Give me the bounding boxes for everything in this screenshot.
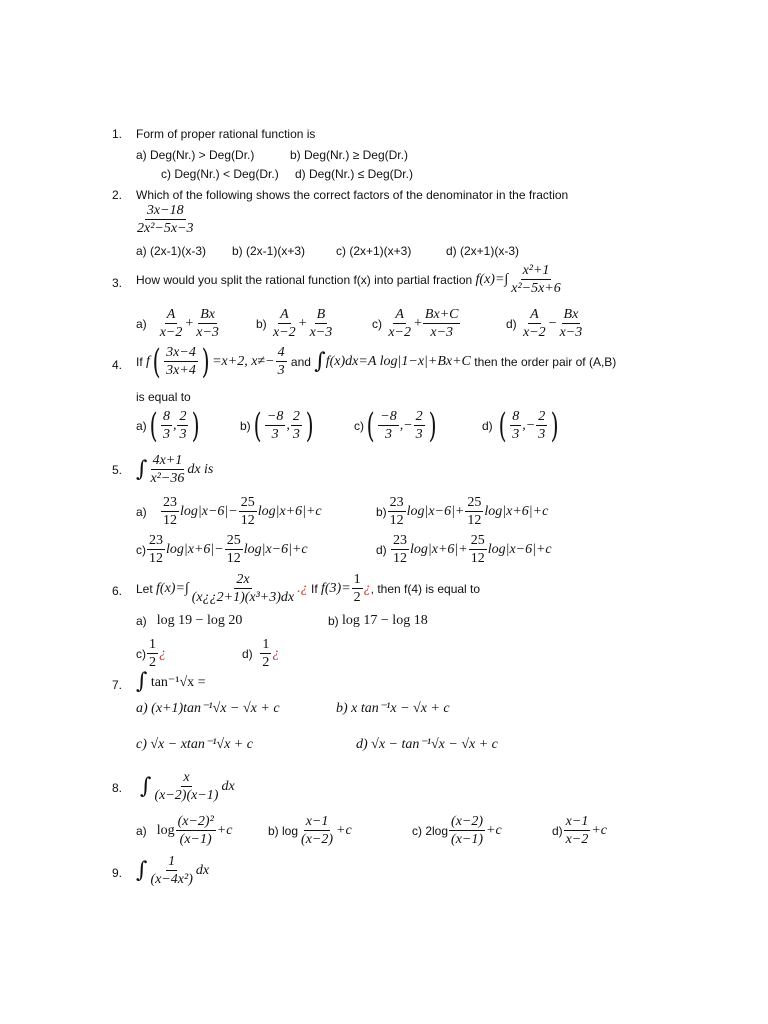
q3-option-a: a) $\frac{A}{x-2}$ + $\frac{Bx}{x-3}$ [136, 307, 219, 340]
q3-option-d: d) $\frac{A}{x-2}$ − $\frac{Bx}{x-3}$ [506, 307, 583, 340]
q5-option-b: b) $\frac{23}{12}$ log|x−6|+ $\frac{25}{12}$ log|x+6|+c [376, 495, 549, 528]
q2-text: Which of the following shows the correct factors of the denominator in the fraction [136, 188, 569, 202]
q7-number: 7. [112, 678, 123, 692]
q4-option-b: b) ( $\frac{-8}{3}$ , $\frac{2}{3}$ ) [240, 405, 314, 446]
q6-option-c: c) $\frac{1}{2}$ ¿ [136, 637, 166, 670]
q1-text: Form of proper rational function is [136, 127, 316, 141]
q5-question: ∫ $\frac{4x+1}{\text{x²−36}}$ dx is [136, 453, 214, 486]
q6-option-a: a) log 19 − log 20 [136, 613, 243, 628]
q1-option-a: a) Deg(Nr.) > Deg(Dr.) [136, 148, 255, 162]
q7-option-a: a) (x+1)tan⁻¹√x − √x + c [136, 701, 280, 716]
q1-number: 1. [112, 127, 123, 141]
q3-question: How would you split the rational function f(x) into partial fraction f(x)=∫ $\frac{\text{x²+1}}{\text{x²−5x+6}}$ [136, 263, 561, 296]
q7-option-b: b) x tan⁻¹x − √x + c [336, 701, 450, 716]
q5-option-c: c) $\frac{23}{12}$ log|x+6|− $\frac{25}{12}$ log|x−6|+c [136, 533, 308, 566]
q8-number: 8. [112, 781, 123, 795]
q5-number: 5. [112, 463, 123, 477]
q1-option-c: c) Deg(Nr.) < Deg(Dr.) [161, 167, 279, 181]
q7-option-d: d) √x − tan⁻¹√x − √x + c [356, 737, 498, 752]
q8-option-c: c) 2log $\frac{(x-2)}{(x-1)}$ +c [412, 814, 502, 847]
q3-option-b: b) $\frac{A}{x-2}$ + $\frac{B}{x-3}$ [256, 307, 333, 340]
q5-option-d: d) $\frac{23}{12}$ log|x+6|+ $\frac{25}{12}$ log|x−6|+c [376, 533, 552, 566]
q1-option-d: d) Deg(Nr.) ≤ Deg(Dr.) [295, 167, 413, 181]
q6-option-d: d) $\frac{1}{2}$ ¿ [242, 637, 280, 670]
q7-question: ∫ tan⁻¹√x = [136, 669, 206, 694]
q4-line2: is equal to [136, 390, 191, 404]
q4-option-d: d) ( $\frac{8}{3}$ ,− $\frac{2}{3}$ ) [482, 405, 559, 446]
q4-option-a: a) ( $\frac{8}{3}$ , $\frac{2}{3}$ ) [136, 405, 201, 446]
q3-number: 3. [112, 276, 123, 290]
q8-option-b: b) log $\frac{x-1}{(x-2)}$ +c [268, 814, 352, 847]
q8-option-d: d) $\frac{x-1}{x-2}$ +c [552, 814, 608, 847]
q8-option-a: a) log $\frac{\text{(x−2)²}}{(x-1)}$ +c [136, 814, 233, 847]
q9-number: 9. [112, 866, 123, 880]
q2-option-c: c) (2x+1)(x+3) [336, 244, 412, 258]
q8-question: ∫ $\frac{x}{(x-2)(x-1)}$ dx [140, 770, 235, 803]
q2-option-b: b) (2x-1)(x+3) [232, 244, 306, 258]
q1-option-b: b) Deg(Nr.) ≥ Deg(Dr.) [290, 148, 408, 162]
q6-option-b: b) log 17 − log 18 [328, 613, 428, 628]
q2-fraction: $\frac{3x-18}{\text{2x²−5x−3}}$ [137, 203, 194, 236]
q6-number: 6. [112, 584, 123, 598]
q2-option-a: a) (2x-1)(x-3) [136, 244, 207, 258]
q4-number: 4. [112, 358, 123, 372]
q2-option-d: d) (2x+1)(x-3) [446, 244, 520, 258]
q4-option-c: c) ( $\frac{-8}{3}$ ,− $\frac{2}{3}$ ) [354, 405, 437, 446]
q5-option-a: a) $\frac{23}{12}$ log|x−6|− $\frac{25}{12}$ log|x+6|+c [136, 495, 322, 528]
q6-question: Let f(x)=∫ $\frac{2x}{\text{(x¿¿2+1)(x³+3)dx}}$ .¿ If f(3)= $\frac{1}{2}$ ¿ , then f(4) is equal to [136, 572, 481, 605]
q3-option-c: c) $\frac{A}{x-2}$ + $\frac{Bx+C}{x-3}$ [372, 307, 459, 340]
q7-option-c: c) √x − xtan⁻¹√x + c [136, 737, 253, 752]
q9-question: ∫ $\frac{1}{\text{(x−4x²)}}$ dx [136, 854, 210, 887]
q4-question: If f ( $\frac{3x-4}{3x+4}$ ) =x+2, x≠− $\frac{4}{3}$ and ∫ f(x)dx=A log|1−x|+Bx+C then the order pair of (A,B) [136, 341, 617, 382]
q2-number: 2. [112, 188, 123, 202]
